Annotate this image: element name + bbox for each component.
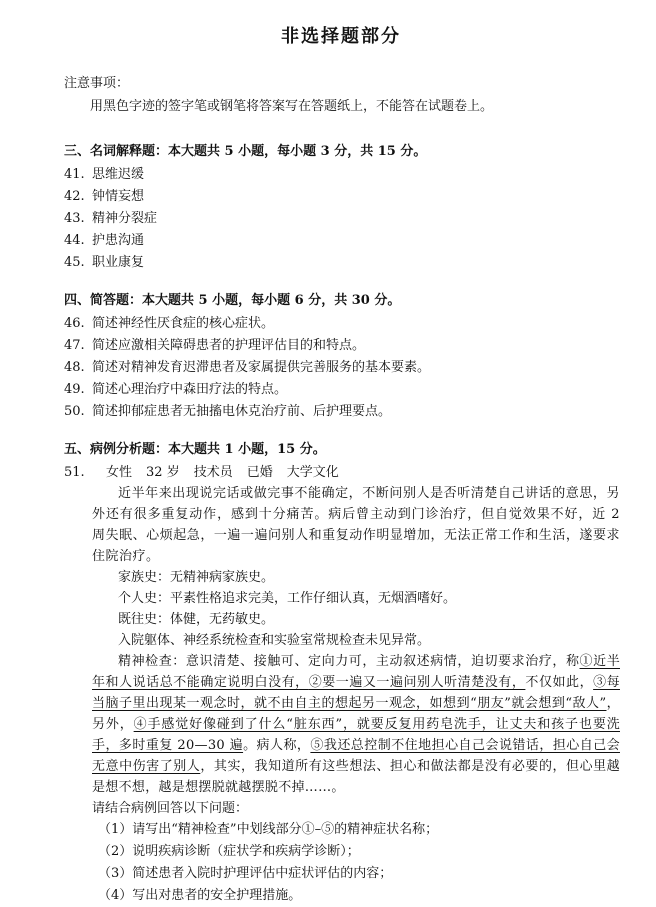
section-heading: 五、病例分析题：本大题共 1 小题，15 分。 xyxy=(64,442,326,457)
question-text: 护患沟通 xyxy=(92,233,145,248)
underlined-symptom-1: ①近半年和人说话总不能确定说明白没有， xyxy=(92,654,620,690)
case-age: 32 岁 xyxy=(146,465,180,480)
admission-exam: 入院躯体、神经系统检查和实验室常规检查未见异常。 xyxy=(118,633,431,648)
question-number: 42. xyxy=(64,189,85,204)
question-text: 简述心理治疗中森田疗法的特点。 xyxy=(92,382,288,397)
question-number: 44. xyxy=(64,233,85,248)
mental-exam xyxy=(92,651,620,798)
question-item xyxy=(64,380,620,400)
page-title: 非选择题部分 xyxy=(281,26,401,47)
question-item xyxy=(64,358,620,378)
case-occupation: 技术员 xyxy=(193,465,233,480)
question-number: 48. xyxy=(64,360,85,375)
underlined-symptom-5: ⑤我还总控制不住地担心自己会说错话，担心自己会无意中伤害了别人 xyxy=(92,738,620,774)
section-case-analysis xyxy=(62,438,620,907)
case-sex: 女性 xyxy=(106,465,133,480)
question-item xyxy=(64,314,620,334)
exam-intro: 精神检查：意识清楚、接触可、定向力可，主动叙述病情，迫切要求治疗，称 xyxy=(118,654,580,669)
question-item xyxy=(64,187,620,207)
question-text: 简述抑郁症患者无抽搐电休克治疗前、后护理要点。 xyxy=(92,404,392,419)
underlined-symptom-2: ②要一遍又一遍问别人听清楚没有， xyxy=(308,675,526,690)
question-text: 简述神经性厌食症的核心症状。 xyxy=(92,316,275,331)
question-number: 47. xyxy=(64,338,85,353)
exam-text: ，其实，我知道所有这些想法、担心和做法都是没有必要的，但心里越是想不想，越是想摆脱就越摆脱不掉……。 xyxy=(92,759,620,795)
exam-text: 不仅如此， xyxy=(525,675,594,690)
questions-lead: 请结合病例回答以下问题： xyxy=(92,801,249,816)
past-history: 既往史：体健，无药敏史。 xyxy=(118,612,275,627)
section-short-answer xyxy=(62,289,620,422)
question-item xyxy=(64,231,620,251)
question-text: 钟情妄想 xyxy=(92,189,145,204)
case-header xyxy=(64,463,620,483)
case-marital: 已婚 xyxy=(246,465,273,480)
sub-question: （3）简述患者入院时护理评估中症状评估的内容； xyxy=(98,866,393,881)
question-number: 45. xyxy=(64,255,85,270)
question-item xyxy=(64,402,620,422)
question-text: 精神分裂症 xyxy=(92,211,158,226)
question-text: 职业康复 xyxy=(92,255,145,270)
underlined-symptom-3: ③每当脑子里出现某一观念时，就不由自主的想起另一观念，如想到“朋友”就会想到“敌人” xyxy=(92,675,620,711)
sub-question: （4）写出对患者的安全护理措施。 xyxy=(98,888,302,903)
notice-label: 注意事项： xyxy=(64,76,130,91)
question-text: 思维迟缓 xyxy=(92,167,145,182)
question-number: 51. xyxy=(64,465,85,480)
question-item xyxy=(64,253,620,273)
question-text: 简述对精神发育迟滞患者及家属提供完善服务的基本要素。 xyxy=(92,360,431,375)
question-item xyxy=(64,209,620,229)
question-item xyxy=(64,336,620,356)
exam-text: 。病人称， xyxy=(243,738,311,753)
question-item xyxy=(64,165,620,185)
exam-text: ，另外， xyxy=(92,696,620,732)
underlined-symptom-4: ④手感觉好像碰到了什么“脏东西”，就要反复用药皂洗手，让丈夫和孩子也要洗手，多时重复 20—30 遍 xyxy=(92,717,620,753)
notice-text: 用黑色字迹的签字笔或钢笔将答案写在答题纸上，不能答在试题卷上。 xyxy=(90,99,494,114)
section-definitions xyxy=(62,140,620,273)
question-number: 46. xyxy=(64,316,85,331)
sub-question: （2）说明疾病诊断（症状学和疾病学诊断）； xyxy=(98,844,360,859)
question-text: 简述应激相关障碍患者的护理评估目的和特点。 xyxy=(92,338,366,353)
question-number: 49. xyxy=(64,382,85,397)
question-number: 41. xyxy=(64,167,85,182)
question-number: 50. xyxy=(64,404,85,419)
section-heading: 四、简答题：本大题共 5 小题，每小题 6 分，共 30 分。 xyxy=(64,293,401,308)
case-history: 近半年来出现说完话或做完事不能确定，不断问别人是否听清楚自己讲话的意思，另外还有很多重复动作，感到十分痛苦。病后曾主动到门诊治疗，但自觉效果不好，近 2 周失眠、心烦起急，一遍一遍问别人和重复动作明显增加，无法正常工作和生活，遂要求住院治疗。 xyxy=(92,486,620,564)
case-education: 大学文化 xyxy=(286,465,339,480)
section-heading: 三、名词解释题：本大题共 5 小题，每小题 3 分，共 15 分。 xyxy=(64,144,427,159)
personal-history: 个人史：平素性格追求完美，工作仔细认真，无烟酒嗜好。 xyxy=(118,591,457,606)
question-number: 43. xyxy=(64,211,85,226)
family-history: 家族史：无精神病家族史。 xyxy=(118,570,275,585)
sub-question: （1）请写出“精神检查”中划线部分①–⑤的精神症状名称； xyxy=(98,822,439,837)
